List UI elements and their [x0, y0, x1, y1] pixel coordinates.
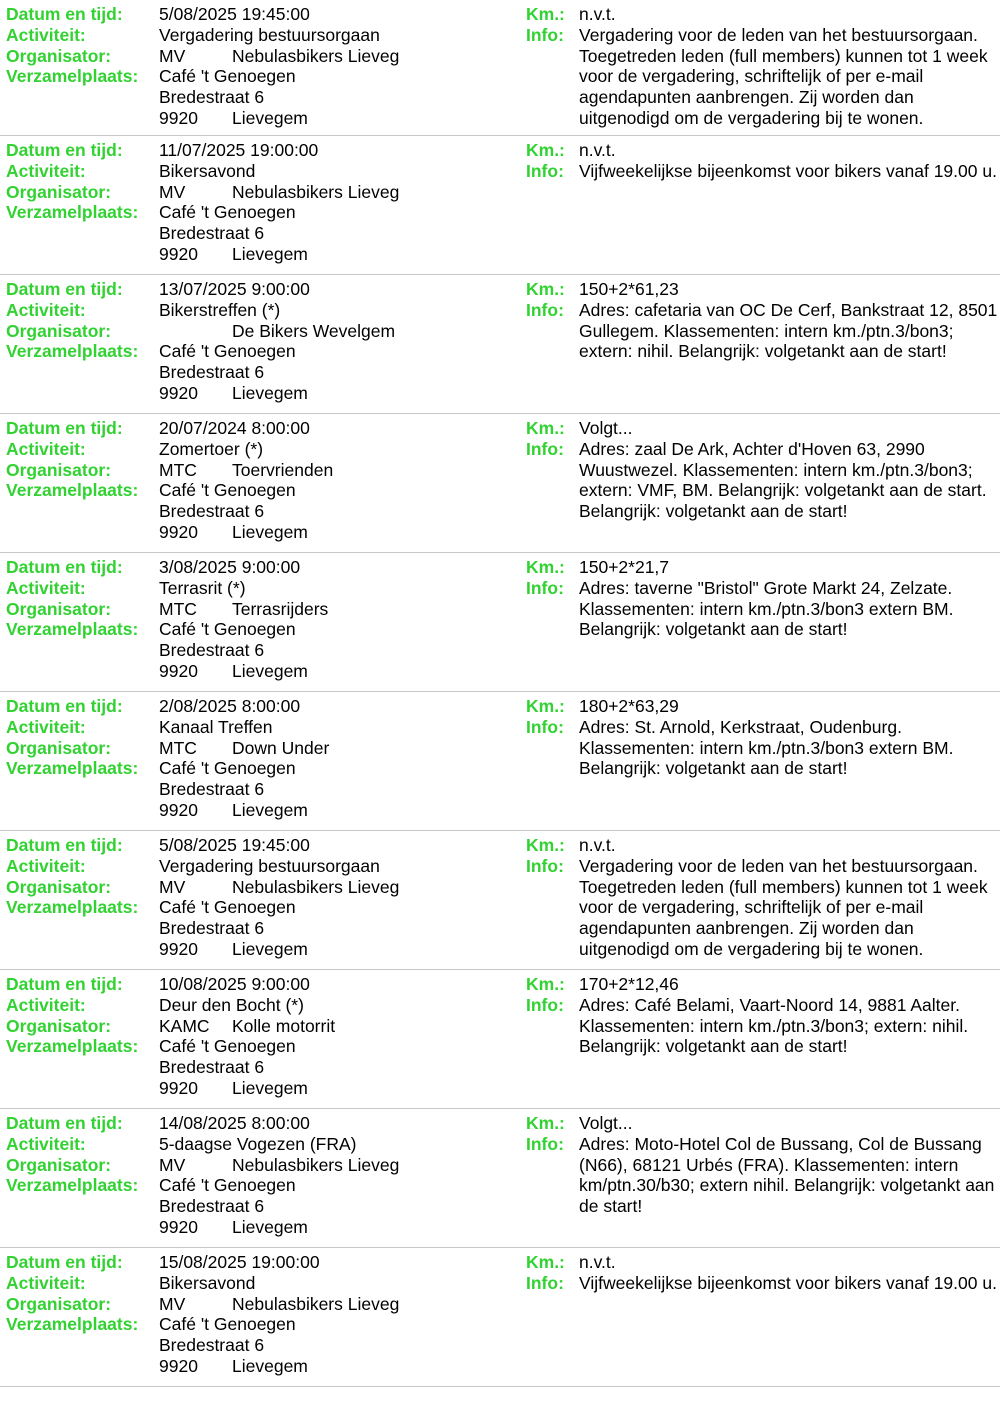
event-entry [0, 970, 1000, 1109]
event-city: Lievegem [232, 800, 308, 820]
label-activiteit: Activiteit: [6, 438, 86, 459]
event-organizer-code: MV [159, 45, 186, 66]
event-entry [0, 275, 1000, 414]
label-info: Info: [526, 1133, 564, 1154]
label-verzamelplaats: Verzamelplaats: [6, 341, 139, 362]
event-activity: Vergadering bestuursorgaan [159, 24, 380, 45]
event-meeting-place: Café 't Genoegen [159, 619, 296, 640]
event-km: 180+2*63,29 [579, 696, 679, 716]
event-activity: Bikersavond [159, 160, 256, 181]
label-activiteit: Activiteit: [6, 855, 86, 876]
event-city: Lievegem [232, 661, 308, 681]
label-datum: Datum en tijd: [6, 1113, 123, 1133]
event-organizer-name: Terrasrijders [232, 598, 329, 619]
label-datum: Datum en tijd: [6, 279, 123, 299]
label-activiteit: Activiteit: [6, 994, 86, 1015]
event-km: 150+2*21,7 [579, 557, 670, 577]
label-datum: Datum en tijd: [6, 557, 123, 577]
event-activity: Terrasrit (*) [159, 577, 246, 598]
event-info: Vijfweekelijkse bijeenkomst voor bikers vanaf 19.00 u. [579, 160, 997, 181]
event-entry [0, 0, 1000, 136]
event-activity: Bikersavond [159, 1272, 256, 1293]
label-activiteit: Activiteit: [6, 299, 86, 320]
event-postcode: 9920 [159, 383, 198, 403]
event-street: Bredestraat 6 [159, 362, 265, 383]
label-info: Info: [526, 855, 564, 876]
label-verzamelplaats: Verzamelplaats: [6, 1036, 139, 1057]
label-datum: Datum en tijd: [6, 418, 123, 438]
event-info: Adres: zaal De Ark, Achter d'Hoven 63, 2990 Wuustwezel. Klassementen: intern km./ptn.3/bon3; extern: VMF, BM. Belangrijk: volgetankt aan de start. Belangrijk: volgetankt aan de start! [579, 438, 987, 522]
event-organizer-code: MV [159, 1154, 186, 1175]
label-organisator: Organisator: [6, 598, 112, 619]
label-verzamelplaats: Verzamelplaats: [6, 1314, 139, 1335]
event-info: Vergadering voor de leden van het bestuursorgaan. Toegetreden leden (full members) kunnen tot 1 week voor de vergadering, schriftelijk of per e-mail agendapunten aanbrengen. Zij worden dan uitgenodigd om de vergadering bij te wonen. [579, 855, 988, 959]
event-street: Bredestraat 6 [159, 640, 265, 661]
event-activity: 5-daagse Vogezen (FRA) [159, 1133, 357, 1154]
event-street: Bredestraat 6 [159, 918, 265, 939]
event-entry [0, 414, 1000, 553]
event-meeting-place: Café 't Genoegen [159, 202, 296, 223]
event-info: Adres: taverne "Bristol" Grote Markt 24, Zelzate. Klassementen: intern km./ptn.3/bon3 extern BM. Belangrijk: volgetankt aan de start! [579, 577, 954, 640]
label-organisator: Organisator: [6, 1015, 112, 1036]
label-info: Info: [526, 438, 564, 459]
label-organisator: Organisator: [6, 459, 112, 480]
label-verzamelplaats: Verzamelplaats: [6, 758, 139, 779]
event-datetime: 15/08/2025 19:00:00 [159, 1252, 320, 1272]
label-datum: Datum en tijd: [6, 1252, 123, 1272]
event-meeting-place: Café 't Genoegen [159, 897, 296, 918]
label-km: Km.: [526, 279, 565, 299]
event-city: Lievegem [232, 1217, 308, 1237]
label-info: Info: [526, 994, 564, 1015]
event-city: Lievegem [232, 522, 308, 542]
event-meeting-place: Café 't Genoegen [159, 66, 296, 87]
label-km: Km.: [526, 974, 565, 994]
event-datetime: 11/07/2025 19:00:00 [159, 140, 319, 160]
event-activity: Zomertoer (*) [159, 438, 264, 459]
event-street: Bredestraat 6 [159, 501, 265, 522]
event-datetime: 5/08/2025 19:45:00 [159, 835, 310, 855]
event-entry [0, 1109, 1000, 1248]
event-datetime: 5/08/2025 19:45:00 [159, 4, 310, 24]
event-organizer-name: Nebulasbikers Lieveg [232, 1154, 400, 1175]
event-organizer-code: MTC [159, 598, 197, 619]
event-km: n.v.t. [579, 835, 616, 855]
event-meeting-place: Café 't Genoegen [159, 758, 296, 779]
event-street: Bredestraat 6 [159, 223, 265, 244]
label-activiteit: Activiteit: [6, 1133, 86, 1154]
event-activity: Deur den Bocht (*) [159, 994, 304, 1015]
event-city: Lievegem [232, 108, 308, 128]
event-organizer-name: Down Under [232, 737, 330, 758]
event-entry [0, 136, 1000, 275]
label-verzamelplaats: Verzamelplaats: [6, 619, 139, 640]
label-km: Km.: [526, 1252, 565, 1272]
label-activiteit: Activiteit: [6, 716, 86, 737]
event-info: Adres: cafetaria van OC De Cerf, Bankstraat 12, 8501 Gullegem. Klassementen: intern km./ptn.3/bon3; extern: nihil. Belangrijk: volgetankt aan de start! [579, 299, 998, 362]
event-info: Adres: St. Arnold, Kerkstraat, Oudenburg. Klassementen: intern km./ptn.3/bon3 extern BM. Belangrijk: volgetankt aan de start! [579, 716, 954, 779]
event-datetime: 14/08/2025 8:00:00 [159, 1113, 310, 1133]
event-activity: Vergadering bestuursorgaan [159, 855, 380, 876]
event-meeting-place: Café 't Genoegen [159, 1314, 296, 1335]
label-datum: Datum en tijd: [6, 835, 123, 855]
event-street: Bredestraat 6 [159, 87, 265, 108]
event-postcode: 9920 [159, 108, 198, 128]
event-city: Lievegem [232, 939, 308, 959]
label-km: Km.: [526, 140, 565, 160]
event-city: Lievegem [232, 1078, 308, 1098]
label-datum: Datum en tijd: [6, 4, 123, 24]
event-postcode: 9920 [159, 244, 198, 264]
label-datum: Datum en tijd: [6, 140, 123, 160]
event-entry [0, 553, 1000, 692]
event-city: Lievegem [232, 244, 308, 264]
event-street: Bredestraat 6 [159, 1057, 265, 1078]
event-street: Bredestraat 6 [159, 1196, 265, 1217]
label-info: Info: [526, 1272, 564, 1293]
event-street: Bredestraat 6 [159, 1335, 265, 1356]
label-organisator: Organisator: [6, 876, 112, 897]
label-organisator: Organisator: [6, 320, 112, 341]
event-entry [0, 1248, 1000, 1387]
event-km: Volgt... [579, 418, 633, 438]
event-organizer-code: MV [159, 181, 186, 202]
event-organizer-name: Nebulasbikers Lieveg [232, 181, 400, 202]
label-km: Km.: [526, 418, 565, 438]
event-organizer-name: Nebulasbikers Lieveg [232, 1293, 400, 1314]
event-organizer-name: Kolle motorrit [232, 1015, 336, 1036]
label-activiteit: Activiteit: [6, 577, 86, 598]
label-km: Km.: [526, 1113, 565, 1133]
event-organizer-code: KAMC [159, 1015, 210, 1036]
event-datetime: 20/07/2024 8:00:00 [159, 418, 310, 438]
event-organizer-code: MV [159, 876, 186, 897]
event-meeting-place: Café 't Genoegen [159, 1175, 296, 1196]
event-organizer-name: Nebulasbikers Lieveg [232, 876, 400, 897]
event-km: n.v.t. [579, 1252, 616, 1272]
event-postcode: 9920 [159, 1356, 198, 1376]
event-organizer-name: De Bikers Wevelgem [232, 320, 396, 341]
event-organizer-code: MTC [159, 737, 197, 758]
event-organizer-code: MTC [159, 459, 197, 480]
event-postcode: 9920 [159, 1217, 198, 1237]
event-km: 170+2*12,46 [579, 974, 679, 994]
event-street: Bredestraat 6 [159, 779, 265, 800]
label-datum: Datum en tijd: [6, 696, 123, 716]
label-activiteit: Activiteit: [6, 24, 86, 45]
event-km: Volgt... [579, 1113, 633, 1133]
label-activiteit: Activiteit: [6, 160, 86, 181]
label-km: Km.: [526, 4, 565, 24]
label-verzamelplaats: Verzamelplaats: [6, 202, 139, 223]
label-info: Info: [526, 299, 564, 320]
label-verzamelplaats: Verzamelplaats: [6, 897, 139, 918]
label-organisator: Organisator: [6, 45, 112, 66]
event-datetime: 13/07/2025 9:00:00 [159, 279, 310, 299]
label-verzamelplaats: Verzamelplaats: [6, 1175, 139, 1196]
label-km: Km.: [526, 696, 565, 716]
event-postcode: 9920 [159, 1078, 198, 1098]
event-postcode: 9920 [159, 661, 198, 681]
label-km: Km.: [526, 835, 565, 855]
event-meeting-place: Café 't Genoegen [159, 341, 296, 362]
label-organisator: Organisator: [6, 737, 112, 758]
label-organisator: Organisator: [6, 1154, 112, 1175]
label-info: Info: [526, 160, 564, 181]
event-info: Vijfweekelijkse bijeenkomst voor bikers vanaf 19.00 u. [579, 1272, 997, 1293]
label-info: Info: [526, 24, 564, 45]
label-organisator: Organisator: [6, 181, 112, 202]
event-activity: Kanaal Treffen [159, 716, 273, 737]
event-meeting-place: Café 't Genoegen [159, 480, 296, 501]
event-info: Adres: Moto-Hotel Col de Bussang, Col de Bussang (N66), 68121 Urbés (FRA). Klassementen: intern km/ptn.30/b30; extern nihil. Belangrijk: volgetankt aan de start! [579, 1133, 995, 1217]
event-datetime: 10/08/2025 9:00:00 [159, 974, 310, 994]
event-city: Lievegem [232, 383, 308, 403]
event-datetime: 3/08/2025 9:00:00 [159, 557, 301, 577]
label-verzamelplaats: Verzamelplaats: [6, 66, 139, 87]
event-organizer-name: Toervrienden [232, 459, 334, 480]
event-organizer-code: MV [159, 1293, 186, 1314]
event-info: Vergadering voor de leden van het bestuursorgaan. Toegetreden leden (full members) kunnen tot 1 week voor de vergadering, schriftelijk of per e-mail agendapunten aanbrengen. Zij worden dan uitgenodigd om de vergadering bij te wonen. [579, 24, 988, 128]
label-datum: Datum en tijd: [6, 974, 123, 994]
event-postcode: 9920 [159, 522, 198, 542]
label-activiteit: Activiteit: [6, 1272, 86, 1293]
event-km: n.v.t. [579, 140, 616, 160]
label-km: Km.: [526, 557, 565, 577]
event-km: 150+2*61,23 [579, 279, 679, 299]
event-datetime: 2/08/2025 8:00:00 [159, 696, 301, 716]
event-entry [0, 692, 1000, 831]
label-info: Info: [526, 577, 564, 598]
event-info: Adres: Café Belami, Vaart-Noord 14, 9881 Aalter. Klassementen: intern km./ptn.3/bon3; extern: nihil. Belangrijk: volgetankt aan de start! [579, 994, 969, 1057]
event-postcode: 9920 [159, 800, 198, 820]
label-organisator: Organisator: [6, 1293, 112, 1314]
event-organizer-name: Nebulasbikers Lieveg [232, 45, 400, 66]
event-km: n.v.t. [579, 4, 616, 24]
label-info: Info: [526, 716, 564, 737]
label-verzamelplaats: Verzamelplaats: [6, 480, 139, 501]
event-entry [0, 831, 1000, 970]
event-meeting-place: Café 't Genoegen [159, 1036, 296, 1057]
event-city: Lievegem [232, 1356, 308, 1376]
event-postcode: 9920 [159, 939, 198, 959]
event-activity: Bikerstreffen (*) [159, 299, 281, 320]
